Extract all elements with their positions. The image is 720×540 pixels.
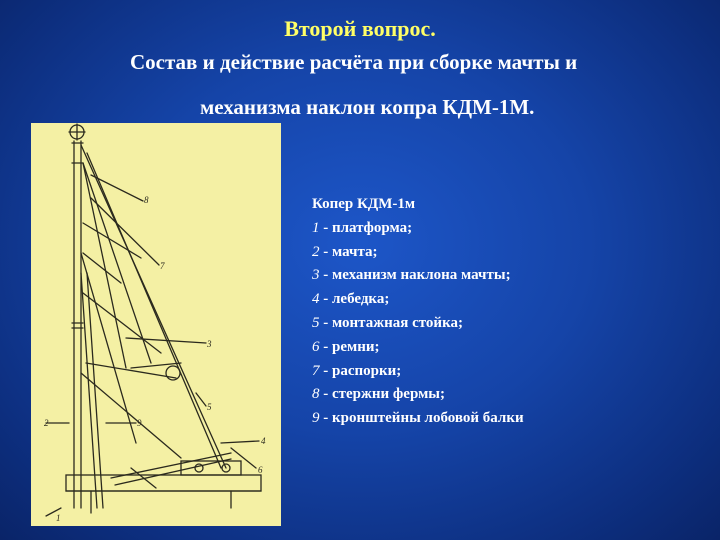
legend-item-text: - ремни; <box>319 338 380 355</box>
legend-item-number: 3 <box>312 267 320 284</box>
legend-item-number: 9 <box>312 410 320 427</box>
legend-item-number: 5 <box>312 314 320 331</box>
legend-item-text: - кронштейны лобовой балки <box>319 410 524 427</box>
legend-item-text: - монтажная стойка; <box>319 314 463 331</box>
legend-item-text: - мачта; <box>319 243 378 260</box>
legend-item-text: - механизм наклона мачты; <box>319 267 511 284</box>
legend-item-number: 6 <box>312 338 320 355</box>
callout-4: 4 <box>261 436 266 446</box>
legend-item-number: 4 <box>312 291 320 308</box>
legend-item <box>312 360 642 384</box>
legend-item-text: - распорки; <box>319 362 402 379</box>
callout-8: 8 <box>144 195 149 205</box>
callout-1: 1 <box>56 513 61 523</box>
legend-item-number: 7 <box>312 362 320 379</box>
legend-item <box>312 241 642 265</box>
legend-item-number: 1 <box>312 219 320 236</box>
legend <box>312 193 642 431</box>
legend-item-text: - стержни фермы; <box>319 386 446 403</box>
legend-item <box>312 312 642 336</box>
legend-item-text: - лебедка; <box>319 291 390 308</box>
callout-7: 7 <box>160 261 165 271</box>
legend-item-number: 2 <box>312 243 320 260</box>
legend-item <box>312 336 642 360</box>
pile-driver-sketch <box>31 123 281 526</box>
callout-9: 9 <box>137 418 142 428</box>
legend-item <box>312 407 642 431</box>
legend-item <box>312 383 642 407</box>
callout-5: 5 <box>207 402 212 412</box>
legend-item <box>312 217 642 241</box>
slide-subtitle-line-1: Состав и действие расчёта при сборке мачты и <box>130 50 578 74</box>
legend-item <box>312 264 642 288</box>
legend-item-text: - платформа; <box>319 219 413 236</box>
legend-heading: Копер КДМ-1м <box>312 196 416 212</box>
slide-title: Второй вопрос. <box>284 16 436 41</box>
slide-subtitle-line-2: механизма наклон копра КДМ-1М. <box>200 95 535 119</box>
legend-item <box>312 288 642 312</box>
callout-3: 3 <box>207 339 212 349</box>
pile-driver-drawing <box>31 123 281 526</box>
callout-2: 2 <box>44 418 49 428</box>
legend-item-number: 8 <box>312 386 320 403</box>
callout-6: 6 <box>258 465 263 475</box>
